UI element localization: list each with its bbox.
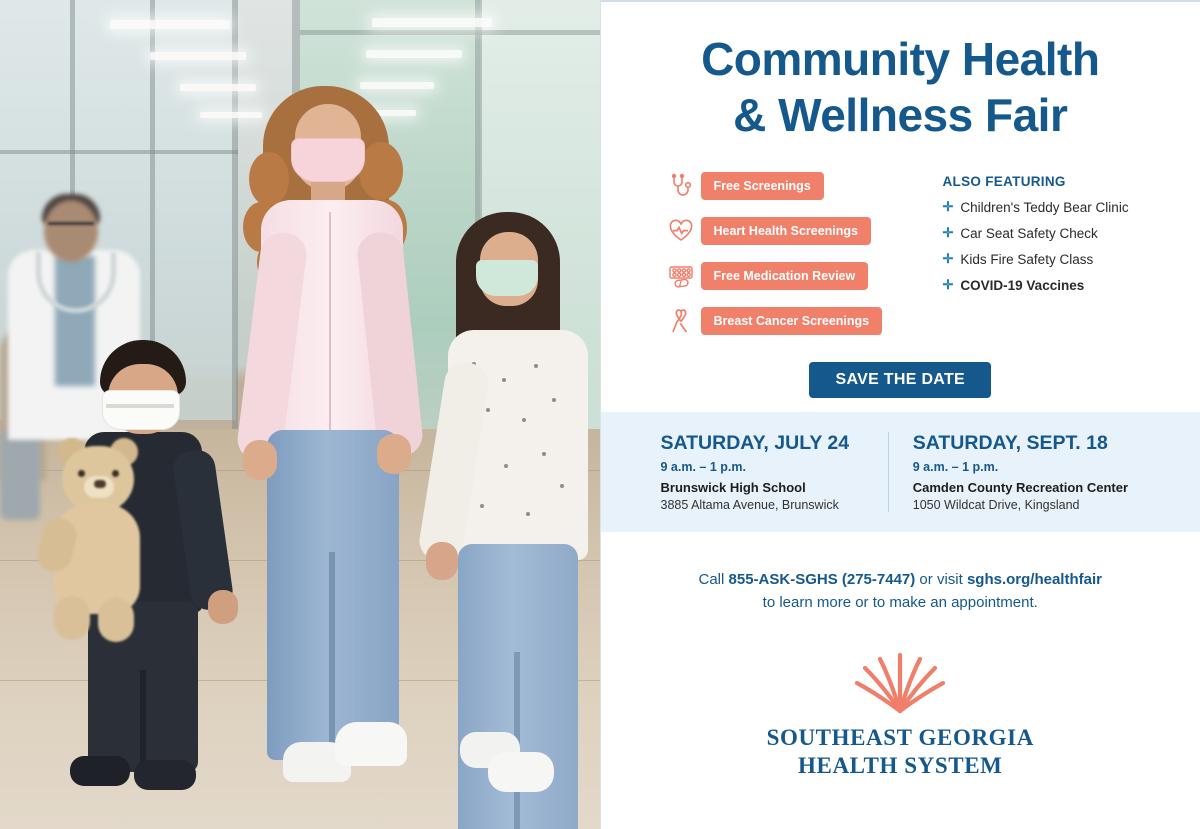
also-featuring-item [943, 200, 1183, 215]
headline-line-1: Community Health [701, 33, 1100, 85]
service-label: Free Medication Review [701, 262, 869, 290]
event-venue: Brunswick High School [660, 480, 806, 495]
also-featuring-title: ALSO FEATURING [942, 174, 1066, 189]
boy-figure [58, 340, 248, 790]
plus-icon: ✛ [942, 225, 954, 240]
logo-line-2: HEALTH SYSTEM [798, 752, 1003, 778]
event-dates [601, 412, 1200, 532]
call-prefix: Call [698, 571, 729, 588]
service-label: Breast Cancer Screenings [701, 307, 883, 335]
or-visit-text: or visit [915, 571, 967, 588]
service-label: Free Screenings [701, 172, 824, 200]
wall-mullion [0, 150, 238, 154]
mother-figure [243, 82, 443, 772]
service-item [661, 305, 921, 337]
service-item [661, 215, 921, 247]
event-address: 3885 Altama Avenue, Brunswick [660, 498, 839, 512]
door-frame [300, 30, 600, 35]
event-time: 9 a.m. – 1 p.m. [912, 460, 999, 474]
plus-icon: ✛ [942, 251, 954, 266]
service-item [661, 260, 921, 292]
ceiling-light [110, 20, 230, 29]
event-time: 9 a.m. – 1 p.m. [660, 460, 746, 474]
also-featuring-section [937, 170, 1183, 350]
page-title [601, 0, 1200, 141]
ceiling-light [366, 50, 462, 58]
plus-icon: ✛ [942, 277, 954, 292]
phone-number[interactable]: 855-ASK-SGHS (275-7447) [728, 571, 916, 588]
panel-top-rule [601, 0, 1200, 2]
headline-line-2: & Wellness Fair [733, 89, 1068, 141]
contact-section [601, 568, 1200, 615]
save-the-date-badge: SAVE THE DATE [809, 362, 991, 398]
awareness-ribbon-icon [661, 305, 701, 337]
service-label: Heart Health Screenings [701, 217, 872, 245]
service-pill-list [661, 170, 921, 350]
pill-pack-icon [661, 260, 701, 292]
event-card [888, 432, 1140, 512]
also-featuring-item [943, 278, 1183, 293]
features-section [601, 138, 1200, 350]
also-featuring-item [943, 252, 1183, 267]
heart-pulse-icon [661, 215, 701, 247]
contact-line-2: to learn more or to make an appointment. [762, 594, 1038, 612]
also-featuring-item [943, 226, 1183, 241]
logo-line-1: SOUTHEAST GEORGIA [766, 724, 1034, 750]
event-card [661, 432, 888, 512]
also-featuring-label: Car Seat Safety Check [960, 226, 1098, 241]
info-panel [600, 0, 1200, 829]
teddy-bear [42, 446, 152, 636]
ceiling-light [372, 18, 492, 27]
save-the-date-banner [601, 362, 1200, 398]
also-featuring-label: COVID-19 Vaccines [960, 278, 1085, 293]
organization-logo [601, 649, 1200, 779]
stethoscope-icon [661, 170, 701, 202]
website-link[interactable]: sghs.org/healthfair [966, 571, 1102, 588]
girl-figure [430, 212, 600, 792]
event-date: SATURDAY, SEPT. 18 [912, 432, 1108, 454]
ceiling-light [150, 52, 246, 60]
also-featuring-label: Children's Teddy Bear Clinic [960, 200, 1129, 215]
event-address: 1050 Wildcat Drive, Kingsland [912, 498, 1080, 512]
event-date: SATURDAY, JULY 24 [660, 432, 850, 454]
scallop-shell-icon [852, 649, 948, 715]
background-cart [0, 430, 40, 520]
event-venue: Camden County Recreation Center [912, 480, 1129, 495]
contact-line-1 [601, 568, 1200, 591]
also-featuring-label: Kids Fire Safety Class [960, 252, 1094, 267]
plus-icon: ✛ [942, 199, 954, 214]
service-item [661, 170, 921, 202]
